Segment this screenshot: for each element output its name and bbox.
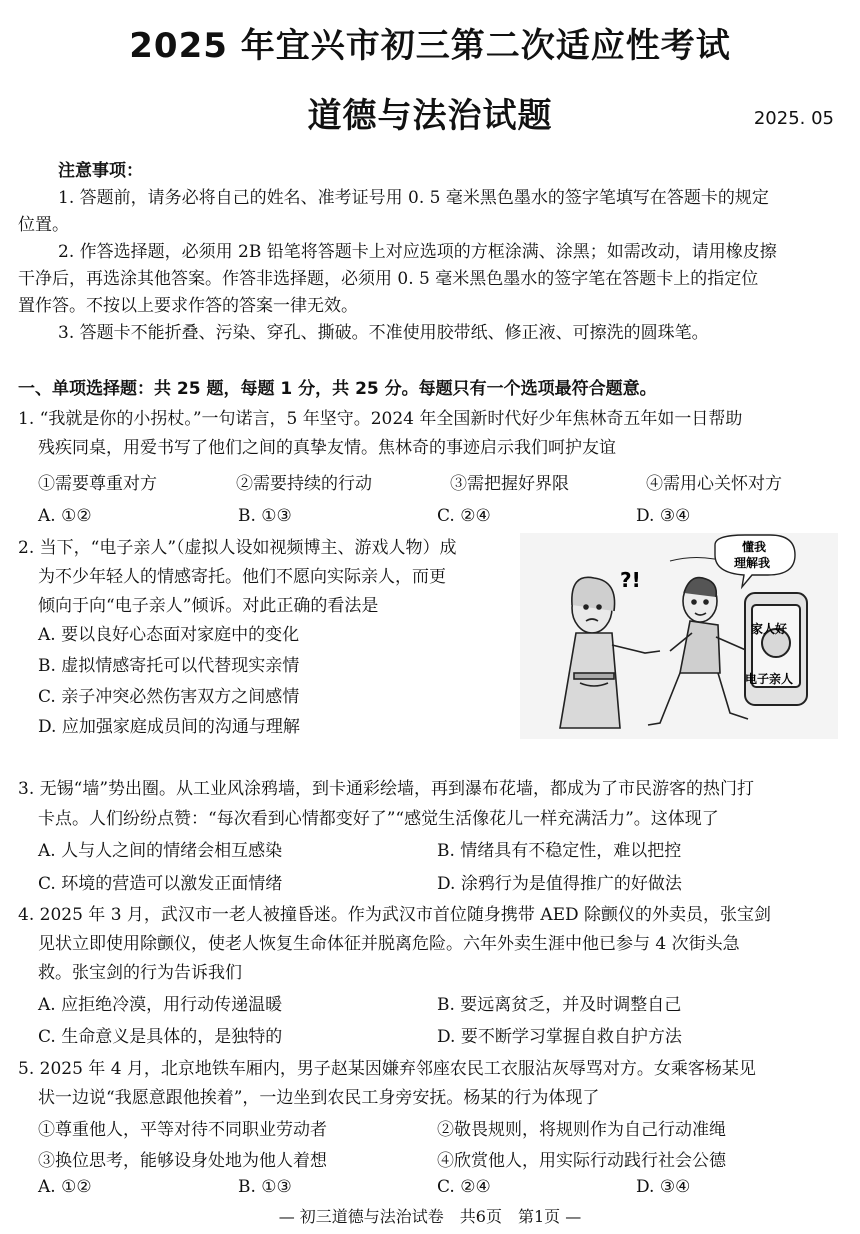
q1-option-c[interactable]: C. ②④ [437,506,491,526]
q5-option-d[interactable]: D. ③④ [636,1177,691,1197]
notice-line: 1. 答题前，请务必将自己的姓名、准考证号用 0. 5 毫米黑色墨水的签字笔填写在答题卡的规定 [58,188,769,208]
q1-item: ③需把握好界限 [450,474,569,494]
q2-option-d[interactable]: D. 应加强家庭成员间的沟通与理解 [38,717,300,737]
q2-option-c[interactable]: C. 亲子冲突必然伤害双方之间感情 [38,687,300,707]
q4-option-d[interactable]: D. 要不断学习掌握自救自护方法 [437,1027,682,1047]
q3-option-b[interactable]: B. 情绪具有不稳定性，难以把控 [437,841,682,861]
q1-stem: 残疾同桌，用爱书写了他们之间的真挚友情。焦林奇的事迹启示我们呵护友谊 [38,438,616,458]
q1-item: ①需要尊重对方 [38,474,157,494]
q1-option-d[interactable]: D. ③④ [636,506,691,526]
q5-item: ②敬畏规则，将规则作为自己行动准绳 [437,1120,726,1140]
bubble-line-2: 理解我 [734,556,771,570]
notice-line: 3. 答题卡不能折叠、污染、穿孔、撕破。不准使用胶带纸、修正液、可擦洗的圆珠笔。 [58,323,709,343]
q3-option-c[interactable]: C. 环境的营造可以激发正面情绪 [38,874,283,894]
q3-stem: 卡点。人们纷纷点赞：“每次看到心情都变好了”“感觉生活像花儿一样充满活力”。这体现了 [38,809,719,829]
notice-line: 置作答。不按以上要求作答的答案一律无效。 [18,296,358,316]
notice-line: 2. 作答选择题，必须用 2B 铅笔将答题卡上对应选项的方框涂满、涂黑；如需改动，请用橡皮擦 [58,242,777,262]
q1-item: ④需用心关怀对方 [646,474,782,494]
cartoon-marks: ?! [620,568,641,592]
q1-option-b[interactable]: B. ①③ [238,506,292,526]
cartoon-illustration [520,533,838,739]
notice-heading: 注意事项： [58,161,143,181]
q1-stem: 1. “我就是你的小拐杖。”一句诺言，5 年坚守。2024 年全国新时代好少年焦林奇五年如一日帮助 [18,409,743,429]
q5-option-a[interactable]: A. ①② [38,1177,92,1197]
q4-option-c[interactable]: C. 生命意义是具体的，是独特的 [38,1027,283,1047]
q3-option-a[interactable]: A. 人与人之间的情绪会相互感染 [38,841,283,861]
phone-label: 电子亲人 [745,672,794,686]
phone-text: 家人好 [751,622,788,636]
q2-option-b[interactable]: B. 虚拟情感寄托可以代替现实亲情 [38,656,300,676]
bubble-line-1: 懂我 [742,540,767,554]
notice-line: 位置。 [18,215,69,235]
q4-stem: 4. 2025 年 3 月，武汉市一老人被撞昏迷。作为武汉市首位随身携带 AED 除颤仪的外卖员，张宝剑 [18,905,772,925]
q4-stem: 见状立即使用除颤仪，使老人恢复生命体征并脱离危险。六年外卖生涯中他已参与 4 次街头急 [38,934,740,954]
boy-figure [648,557,748,725]
q5-stem: 5. 2025 年 4 月，北京地铁车厢内，男子赵某因嫌弃邻座农民工衣服沾灰辱骂对方。女乘客杨某见 [18,1059,756,1079]
exam-title: 2025 年宜兴市初三第二次适应性考试 [129,26,731,66]
page-footer: — 初三道德与法治试卷 共6页 第1页 — [278,1207,582,1226]
q1-option-a[interactable]: A. ①② [38,506,92,526]
q5-option-c[interactable]: C. ②④ [437,1177,491,1197]
exam-date: 2025. 05 [753,108,834,129]
q2-option-a[interactable]: A. 要以良好心态面对家庭中的变化 [38,625,300,645]
q2-stem: 为不少年轻人的情感寄托。他们不愿向实际亲人，而更 [38,567,446,587]
q4-option-b[interactable]: B. 要远离贫乏，并及时调整自己 [437,995,682,1015]
mother-figure [560,577,660,728]
speech-bubble [715,535,795,587]
q4-option-a[interactable]: A. 应拒绝冷漠，用行动传递温暖 [38,995,283,1015]
q2-stem: 倾向于向“电子亲人”倾诉。对此正确的看法是 [38,596,379,616]
q2-stem: 2. 当下，“电子亲人”（虚拟人设如视频博主、游戏人物）成 [18,538,457,558]
q5-item: ③换位思考，能够设身处地为他人着想 [38,1151,327,1171]
q5-item: ④欣赏他人，用实际行动践行社会公德 [437,1151,726,1171]
q2-cartoon [520,533,838,739]
q5-stem: 状一边说“我愿意跟他挨着”，一边坐到农民工身旁安抚。杨某的行为体现了 [38,1088,600,1108]
q5-option-b[interactable]: B. ①③ [238,1177,292,1197]
exam-subtitle: 道德与法治试题 [307,96,553,136]
q1-item: ②需要持续的行动 [236,474,372,494]
notice-line: 干净后，再选涂其他答案。作答非选择题，必须用 0. 5 毫米黑色墨水的签字笔在答题卡上的指定位 [18,269,759,289]
phone-figure [745,593,807,705]
q3-option-d[interactable]: D. 涂鸦行为是值得推广的好做法 [437,874,682,894]
q3-stem: 3. 无锡“墙”势出圈。从工业风涂鸦墙，到卡通彩绘墙，再到瀑布花墙，都成为了市民游客的热门打 [18,779,755,799]
q5-item: ①尊重他人，平等对待不同职业劳动者 [38,1120,327,1140]
section-heading: 一、单项选择题：共 25 题，每题 1 分，共 25 分。每题只有一个选项最符合题意。 [18,379,657,399]
q4-stem: 救。张宝剑的行为告诉我们 [38,963,242,983]
